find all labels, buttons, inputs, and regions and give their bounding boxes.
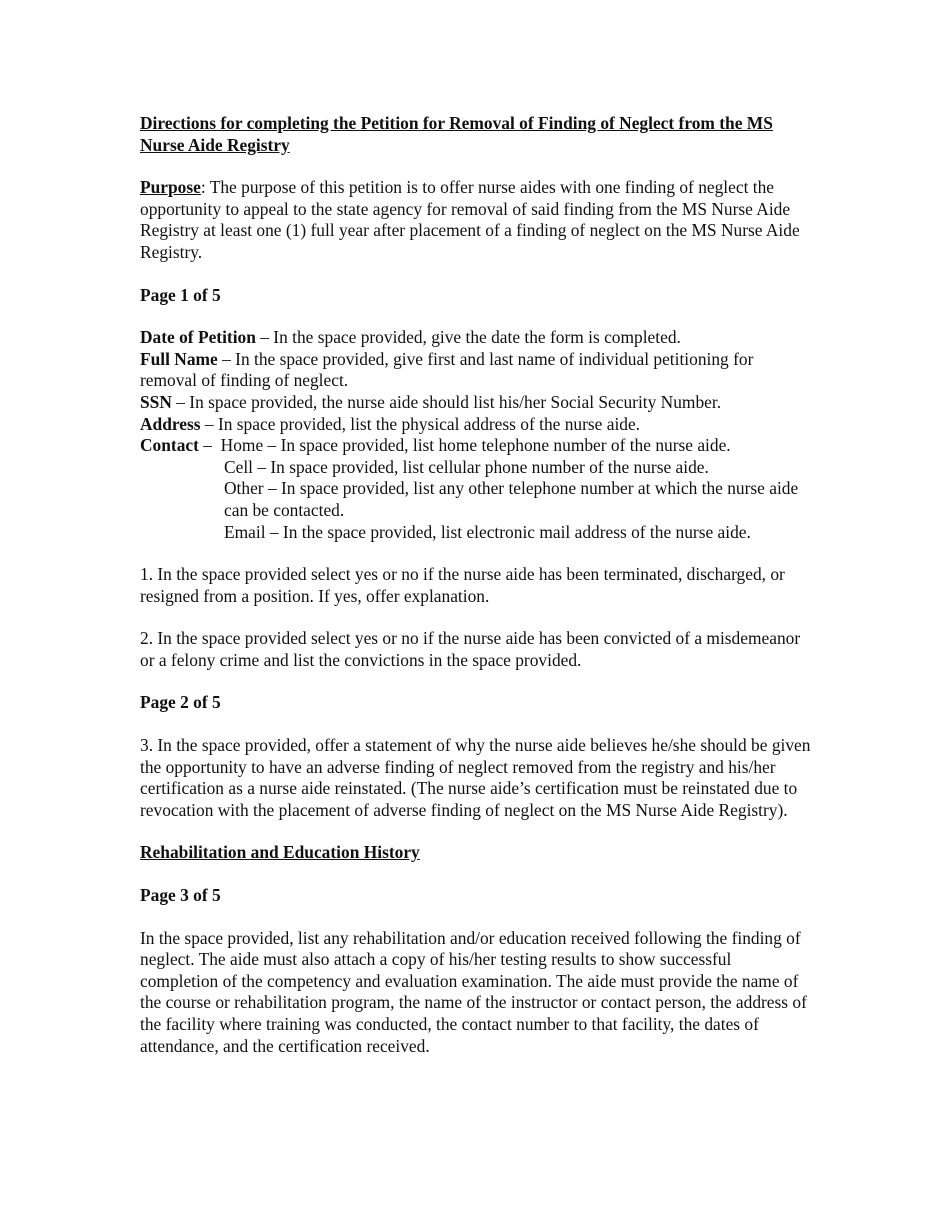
- rehab-paragraph: In the space provided, list any rehabilitation and/or education received following the finding of neglect. The aide must also attach a copy of his/her testing results to show successful completion of the competency and evaluation examination. The aide must provide the name of the course or rehabilitation program, the name of the instructor or contact person, the address of the facility where training was conducted, the contact number to that facility, the dates of attendance, and the certification received.: [140, 927, 807, 1056]
- contact-other-line: Other – In space provided, list any other telephone number at which the nurse aide can be contacted.: [224, 478, 799, 520]
- page-3-heading: Page 3 of 5: [140, 885, 221, 906]
- contact-email-line: Email – In the space provided, list electronic mail address of the nurse aide.: [224, 521, 751, 542]
- purpose-paragraph: [140, 177, 812, 263]
- full-name-line: [140, 349, 812, 392]
- item-1: 1. In the space provided select yes or no if the nurse aide has been terminated, discharged, or resigned from a position. If yes, offer explanation.: [140, 564, 785, 606]
- address-text: – In space provided, list the physical address of the nurse aide.: [200, 413, 641, 434]
- ssn-label: SSN: [140, 391, 172, 412]
- full-name-label: Full Name: [140, 348, 218, 369]
- document-title: Directions for completing the Petition for Removal of Finding of Neglect from the MS Nurse Aide Registry: [140, 113, 773, 155]
- rehab-heading: Rehabilitation and Education History: [140, 842, 420, 863]
- contact-label: Contact: [140, 435, 199, 456]
- date-of-petition-line: [140, 327, 812, 349]
- contact-cell-line: Cell – In space provided, list cellular phone number of the nurse aide.: [224, 456, 709, 477]
- ssn-text: – In space provided, the nurse aide should list his/her Social Security Number.: [171, 391, 722, 412]
- page-2-heading: Page 2 of 5: [140, 692, 221, 713]
- contact-home-text: – Home – In space provided, list home telephone number of the nurse aide.: [198, 435, 731, 456]
- document-page: [140, 113, 812, 1057]
- contact-home-line: [140, 435, 812, 457]
- ssn-line: [140, 392, 812, 414]
- date-of-petition-text: – In the space provided, give the date the form is completed.: [255, 327, 681, 348]
- item-3: 3. In the space provided, offer a statement of why the nurse aide believes he/she should be given the opportunity to have an adverse finding of neglect removed from the registry and his/her certification as a nurse aide reinstated. (The nurse aide’s certification must be reinstated due to revocation with the placement of adverse finding of neglect on the MS Nurse Aide Registry).: [140, 735, 811, 820]
- full-name-text: – In the space provided, give first and last name of individual petitioning for removal of finding of neglect.: [140, 348, 754, 391]
- address-label: Address: [140, 413, 201, 434]
- field-directions: [140, 327, 812, 543]
- address-line: [140, 414, 812, 436]
- item-2: 2. In the space provided select yes or no if the nurse aide has been convicted of a misdemeanor or a felony crime and list the convictions in the space provided.: [140, 628, 801, 670]
- purpose-text: : The purpose of this petition is to offer nurse aides with one finding of neglect the opportunity to appeal to the state agency for removal of said finding from the MS Nurse Aide Registry at least one (1) full year after placement of a finding of neglect on the MS Nurse Aide Registry.: [140, 177, 800, 262]
- purpose-label: Purpose: [140, 177, 201, 198]
- page-1-heading: Page 1 of 5: [140, 284, 221, 305]
- date-of-petition-label: Date of Petition: [140, 327, 256, 348]
